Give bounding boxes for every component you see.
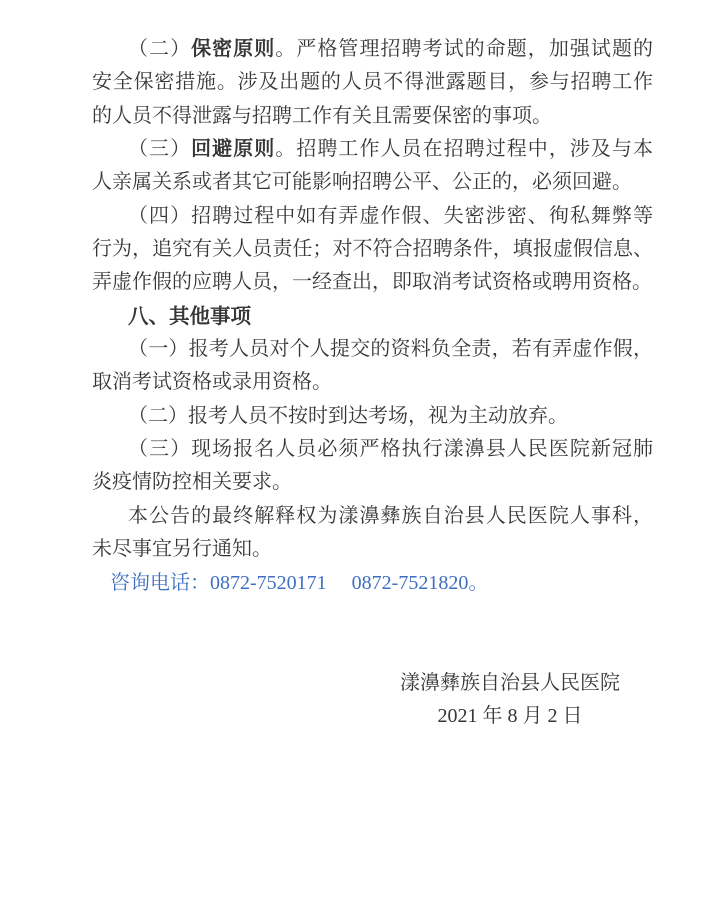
paragraph-line: （三）现场报名人员必须严格执行漾濞县人民医院新冠肺 (128, 438, 653, 461)
paragraph-line: 弄虚作假的应聘人员，一经查出，即取消考试资格或聘用资格。 (92, 271, 652, 294)
paragraph-line: 未尽事宜另行通知。 (92, 538, 272, 561)
signature-block (390, 667, 630, 734)
paragraph-line: 人亲属关系或者其它可能影响招聘公平、公正的，必须回避。 (92, 171, 632, 194)
paragraph-text: 。严格管理招聘考试的命题，加强试题的 (275, 38, 654, 60)
paragraph-line: 炎疫情防控相关要求。 (92, 471, 292, 494)
paragraph-line: 本公告的最终解释权为漾濞彝族自治县人民医院人事科， (128, 504, 653, 527)
paragraph-number: （三） (128, 138, 192, 161)
signature-org: 漾濞彝族自治县人民医院 (400, 671, 620, 694)
emphasis-principle-name: 回避原则 (191, 138, 276, 161)
emphasis-principle-name: 保密原则 (191, 38, 276, 60)
paragraph-line (92, 133, 653, 166)
paragraph-line: 行为，追究有关人员责任；对不符合招聘条件，填报虚假信息、 (92, 238, 653, 261)
notice-body (92, 33, 653, 733)
paragraph-line: （一）报考人员对个人提交的资料负全责，若有弄虚作假， (128, 338, 653, 361)
paragraph-line: （四）招聘过程中如有弄虚作假、失密涉密、徇私舞弊等 (128, 204, 653, 227)
paragraph-line (92, 33, 653, 66)
paragraph-line: 安全保密措施。涉及出题的人员不得泄露题目，参与招聘工作 (92, 71, 653, 94)
paragraph-number: （二） (128, 38, 192, 60)
paragraph-line: 取消考试资格或录用资格。 (92, 371, 332, 394)
paragraph-line: 的人员不得泄露与招聘工作有关且需要保密的事项。 (92, 104, 552, 127)
signature-date: 2021 年 8 月 2 日 (437, 704, 583, 727)
paragraph-line: （二）报考人员不按时到达考场，视为主动放弃。 (128, 404, 568, 427)
phone-contact-line: 咨询电话：0872-7520171 0872-7521820。 (110, 571, 489, 594)
section-heading-other-matters: 八、其他事项 (128, 304, 251, 328)
paragraph-text: 。招聘工作人员在招聘过程中，涉及与本 (275, 138, 654, 161)
